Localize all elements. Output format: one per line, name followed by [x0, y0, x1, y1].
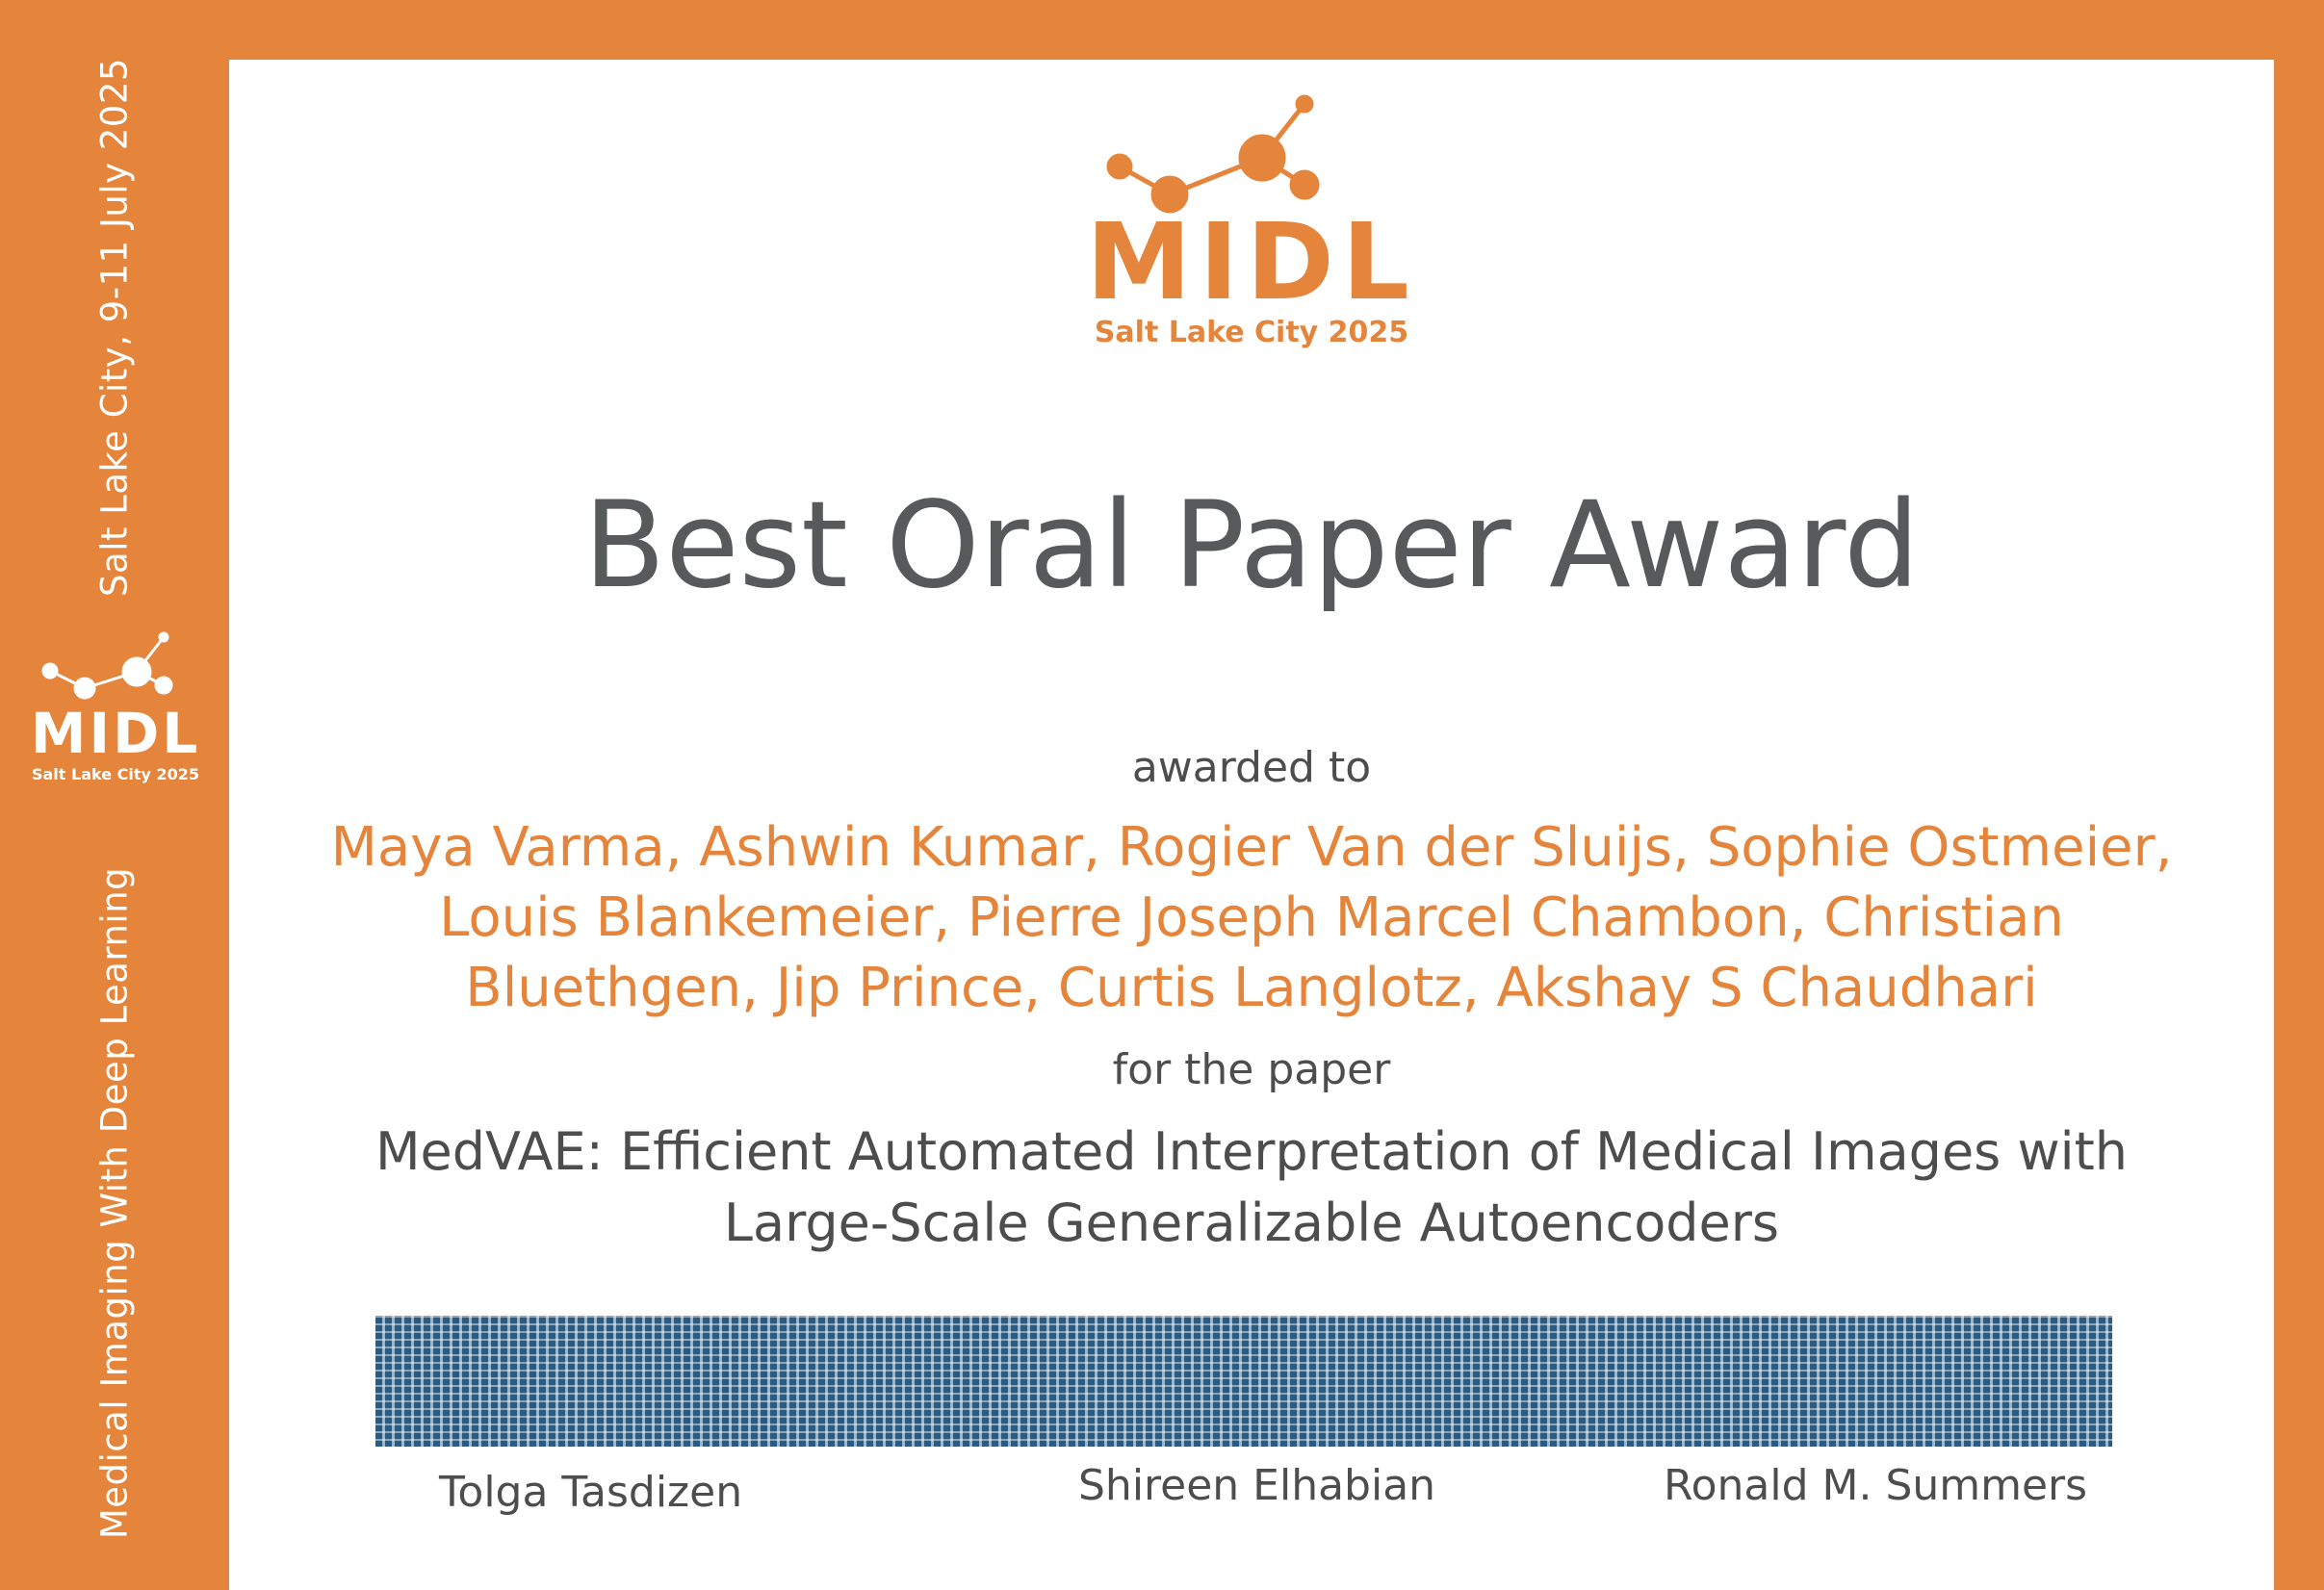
sidebar — [0, 0, 229, 1590]
signer-name: Tolga Tasdizen — [439, 1468, 743, 1517]
certificate-panel — [229, 60, 2274, 1590]
signer-name: Shireen Elhabian — [1078, 1461, 1436, 1510]
award-recipients: Maya Varma, Ashwin Kumar, Rogier Van der Sluijs, Sophie Ostmeier, Louis Blankemeier, Pierre Joseph Marcel Chambon, Christian Bluethgen, Jip Prince, Curtis Langlotz, Akshay S Chaudhari — [330, 816, 2173, 1019]
signer-name: Ronald M. Summers — [1664, 1461, 2088, 1510]
signature-band — [375, 1316, 2112, 1447]
sidebar-network-logo-icon — [19, 628, 212, 705]
paper-title: MedVAE: Efficient Automated Interpretation of Medical Images with Large-Scale Generalizable Autoencoders — [374, 1121, 2129, 1253]
midl-logo-subtitle: Salt Lake City 2025 — [1094, 316, 1409, 349]
award-title: Best Oral Paper Award — [583, 476, 1920, 615]
sidebar-logo-subtitle: Salt Lake City 2025 — [31, 765, 200, 783]
sidebar-midl-logo — [19, 628, 212, 796]
sidebar-location-date: Salt Lake City, 9-11 July 2025 — [93, 58, 136, 597]
awarded-to-label: awarded to — [1131, 743, 1372, 792]
sidebar-logo-wordmark: MIDL — [30, 701, 201, 766]
midl-logo-wordmark: MIDL — [1086, 200, 1417, 323]
for-the-paper-label: for the paper — [1112, 1045, 1391, 1094]
sidebar-conference-name: Medical Imaging With Deep Learning — [93, 866, 136, 1540]
